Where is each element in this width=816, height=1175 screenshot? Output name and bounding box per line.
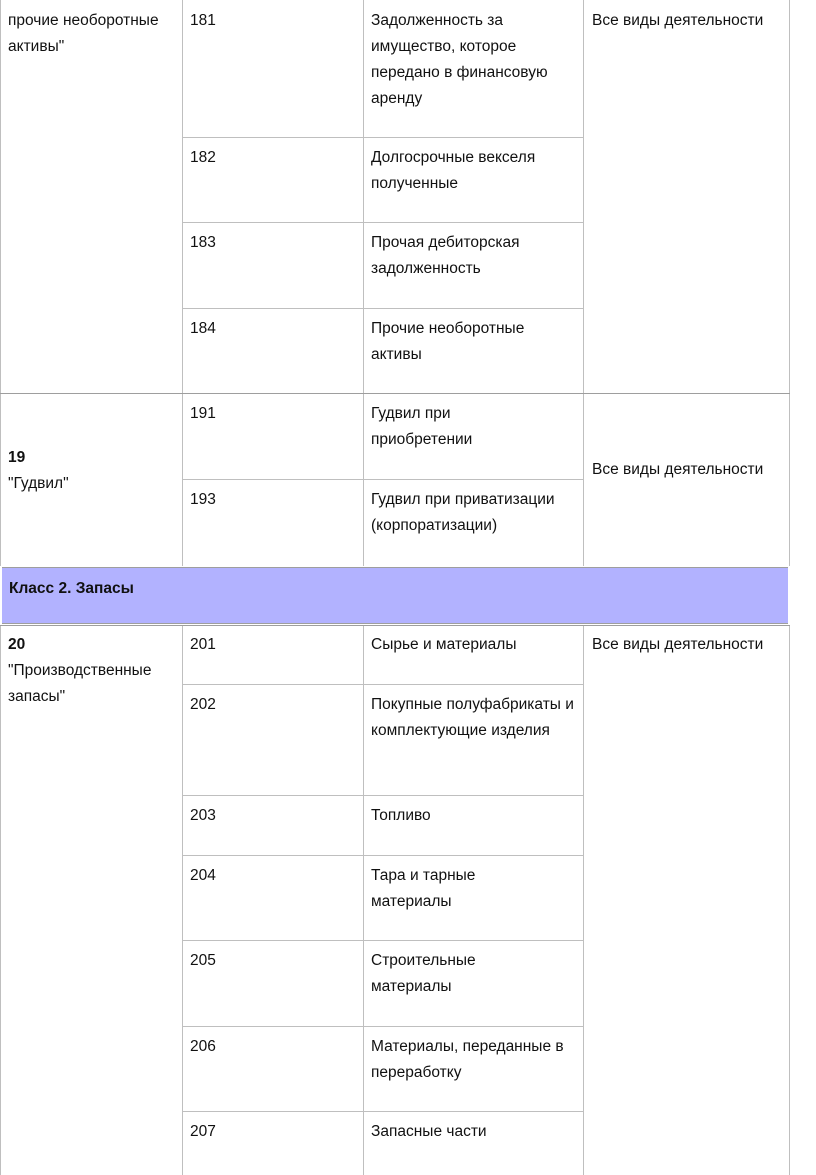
row-divider [182,479,584,480]
subaccount-code: 204 [190,867,216,884]
subaccount-name: Топливо [371,807,431,824]
row-divider [182,1026,584,1027]
subaccount-code: 202 [190,696,216,713]
column-divider [583,394,584,566]
activity-type: Все виды деятельности [592,636,764,653]
column-divider [583,626,584,1175]
row-divider [182,855,584,856]
row-divider [182,222,584,223]
column-divider [363,626,364,1175]
row-divider [182,1111,584,1112]
column-divider [182,0,183,394]
subaccount-code: 206 [190,1038,216,1055]
subaccount-code: 182 [190,149,216,166]
subaccount-code: 207 [190,1123,216,1140]
subaccount-code: 203 [190,807,216,824]
subaccount-name: Долгосрочные векселя полученные [371,149,536,192]
block-divider [0,625,790,626]
subaccount-name: Гудвил при приватизации (корпоратизации) [371,491,555,534]
subaccount-name: Задолженность за имущество, которое передано в финансовую аренду [371,12,548,107]
subaccount-name: Гудвил при приобретении [371,405,473,448]
table-right-border [789,626,790,1175]
column-divider [363,0,364,394]
activity-type: Все виды деятельности [592,461,764,478]
subaccount-name: Запасные части [371,1123,487,1140]
subaccount-code: 193 [190,491,216,508]
subaccount-code: 181 [190,12,216,29]
account-name: прочие необоротные активы" [8,12,159,55]
subaccount-name: Сырье и материалы [371,636,517,653]
block-divider [0,393,790,394]
column-divider [583,0,584,394]
class-header-label: Класс 2. Запасы [9,580,134,597]
activity-type: Все виды деятельности [592,12,764,29]
subaccount-code: 184 [190,320,216,337]
row-divider [182,308,584,309]
row-divider [182,940,584,941]
subaccount-name: Прочая дебиторская задолженность [371,234,520,277]
table-left-border [0,626,1,1175]
subaccount-code: 205 [190,952,216,969]
row-divider [182,795,584,796]
table-left-border [0,0,1,394]
class-header-edge [788,572,790,618]
account-name: "Гудвил" [8,475,69,492]
subaccount-code: 201 [190,636,216,653]
subaccount-name: Покупные полуфабрикаты и комплектующие изделия [371,696,574,739]
column-divider [182,394,183,566]
subaccount-name: Материалы, переданные в переработку [371,1038,564,1081]
subaccount-name: Строительные материалы [371,952,476,995]
account-name: "Производственные запасы" [8,662,152,705]
subaccount-name: Прочие необоротные активы [371,320,525,363]
subaccount-code: 191 [190,405,216,422]
table-left-border [0,394,1,566]
account-number: 19 [8,449,26,466]
column-divider [363,394,364,566]
account-number: 20 [8,636,26,653]
class-header-row [2,567,788,624]
column-divider [182,626,183,1175]
table-right-border [789,394,790,566]
row-divider [182,137,584,138]
row-divider [182,684,584,685]
subaccount-code: 183 [190,234,216,251]
table-right-border [789,0,790,394]
subaccount-name: Тара и тарные материалы [371,867,476,910]
